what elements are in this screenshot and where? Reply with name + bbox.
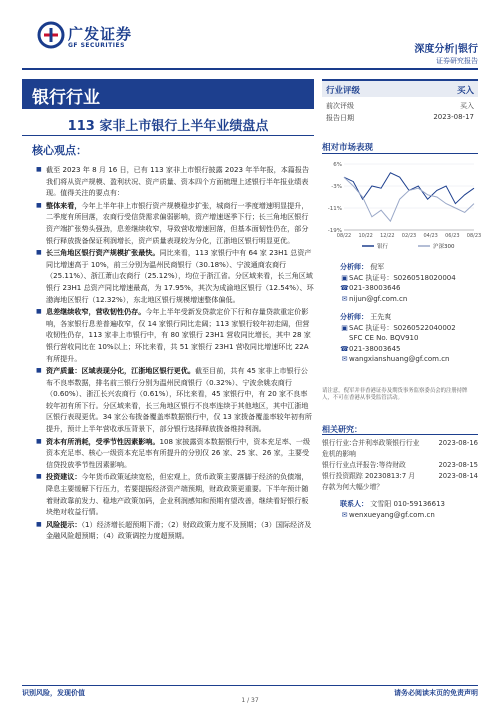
analyst-label: 分析师： [340, 313, 368, 321]
phone-icon: ☎ [340, 344, 349, 353]
y-tick-label: -3% [331, 184, 342, 190]
legend-label: 沪深300 [433, 244, 455, 250]
paragraph: ■ 投资建议：今年货币政策延续宽松，但宏观上，货币政策主要落脚于经济的负债端，降息主要缓解下行压力，若要提振经济资产端预期，财政政策更重要。下半年预计随着财政靠前发力、稳地产政策加码，企业利润感知和预期有望改善，继续看好银行板块绝对收益行情。 [36, 471, 314, 517]
page-number: 1 / 37 [241, 697, 259, 704]
paragraph: ■ 截至 2023 年 8 月 16 日，已有 113 家非上市银行披露 2023 年半年报，本篇报告我们将从资产规模、盈利状况、资产质量、资本四个方面梳理上述银行半年报业绩表现。值得关注的要点有： [36, 164, 314, 199]
logo-chinese-name: 广发证券 [68, 25, 133, 43]
paragraph: ■ 整体来看，今年上半年非上市银行资产规模稳步扩张，城商行一季度增速明显提升，二季度有所回落，农商行受信贷需求偏弱影响，资产增速逐季下行；长三角地区银行资产端扩张势头强劲，息差继续收窄，导致营收增速回落，但基本面韧性仍在，部分银行释放拨备保证利润增长，资产质量表现较为分化，江浙地区银行明显更优。 [36, 200, 314, 246]
report-body [36, 164, 314, 543]
footer-disclaimer-link[interactable]: 请务必阅读末页的免责声明 [394, 689, 478, 697]
x-tick-label: 04/23 [423, 233, 438, 239]
logo-english-name: GF SECURITIES [68, 42, 125, 49]
contact-name: 文雪阳 010-59136613 [370, 500, 445, 508]
phone-icon: ☎ [340, 284, 349, 293]
rating-value: 买入 [456, 86, 474, 96]
analyst-phone: 021-38003645 [349, 344, 401, 353]
related-item[interactable]: 银行投资跟踪 20230813:7 月 2023-08-14 [322, 472, 478, 480]
analyst-block [340, 262, 480, 304]
related-divider [322, 434, 478, 435]
y-tick-label: 6% [333, 162, 342, 168]
title-divider [22, 135, 314, 136]
related-item[interactable]: 银行行业:合并利率政策银行行业 2023-08-16 [322, 439, 478, 447]
paragraph: ■ 资产质量：区域表现分化，江浙地区银行更优。截至目前，共有 45 家非上市银行公布不良率数据，排名前三银行分别为温州民商银行（0.32%）、宁波余姚农商行（0.60%）、浙江长兴农商行（0.61%），环比来看，45 家银行中，有 20 家不良率较年初有所下行。分区域来看，长三角地区银行不良率连续于其他地区，其中江浙地区银行表现更优。34 家公布拨备覆盖率数据银行中，仅 13 家拨备覆盖率较年初有所提升，预计上半年营收承压背景下，部分银行选择释放拨备维持利润。 [36, 365, 314, 435]
legend-label: 银行 [377, 244, 389, 250]
x-tick-label: 10/22 [358, 233, 373, 239]
analyst-name: 倪军 [370, 263, 385, 271]
report-type: 深度分析|银行 [414, 44, 478, 55]
industry-rating [322, 79, 478, 97]
contact-email[interactable]: wenxueyang@gf.com.cn [349, 510, 435, 519]
certificate-icon: ▣ [341, 323, 348, 332]
certificate-icon: ▣ [341, 273, 348, 282]
report-title: 113 家非上市银行上半年业绩盘点 [67, 119, 269, 134]
analyst-cert: SAC 执证号：S0260522040002 [349, 323, 456, 332]
y-tick-label: -19% [327, 228, 342, 234]
disclaimer-note: 请注意，倪军并非香港证券及期货事务监察委员会的注册持牌人，不可在香港从事受监管活动。 [322, 388, 468, 402]
paragraph: ■ 长三角地区银行资产规模扩张最快。同比来看，113 家银行中有 64 家 23H1 总资产同比增速高于 10%，前三分别为温州民商银行（30.18%）、宁波通商农商行（25.11%）、浙江萧山农商行（25.12%），均位于浙江省。分区域来看，长三角区域银行 23H1 总资产同比增速最高，为 17.95%，其次为成渝地区银行（12.54%）、环渤海地区银行（12.32%），东北地区银行规模增速整体偏低。 [36, 247, 314, 305]
related-item[interactable]: 存款为何大幅少增？ [322, 483, 384, 491]
previous-rating-row [322, 101, 478, 111]
paragraph: ■ 风险提示：（1）经济增长超预期下滑；（2）财政政策力度不及预期；（3）国际经济及金融风险超预期；（4）政策调控力度超预期。 [36, 519, 314, 542]
contact-block [340, 499, 480, 520]
analyst-email[interactable]: nijun@gf.com.cn [349, 294, 408, 303]
header-divider [22, 68, 478, 70]
x-tick-label: 12/22 [380, 233, 395, 239]
email-icon: ✉ [341, 510, 348, 519]
paragraph: ■ 资本有所消耗，受季节性因素影响。108 家披露资本数据银行中，资本充足率、一级资本充足率、核心一级资本充足率有所提升的分别仅 26 家、25 家、26 家，主要受信贷投放季节性因素影响。 [36, 436, 314, 471]
analyst-block [340, 312, 480, 365]
report-date-row [322, 113, 478, 123]
x-tick-label: 06/23 [445, 233, 460, 239]
analyst-sfc: SFC CE No. BQV910 [349, 334, 419, 343]
previous-rating-value: 买入 [460, 102, 474, 110]
series-line [344, 177, 474, 221]
related-item[interactable]: 银行行业点评报告:等待财政 2023-08-15 [322, 461, 478, 469]
report-date-label: 报告日期 [326, 114, 354, 122]
analyst-cert: SAC 执证号：S0260518020004 [349, 273, 456, 282]
paragraph: ■ 息差继续收窄，营收韧性仍存。今年上半年受新发贷款定价下行和存量贷款重定价影响，各家银行息差普遍收窄，仅 14 家银行同比走阔；113 家银行较年初走阔，但营收韧性仍存，113 家非上市银行中，有 80 家银行 23H1 营收同比增长，其中 28 家银行营收同比在 10%以上；环比来看，共 51 家银行 23H1 营收同比增速环比 22A 有所提升。 [36, 306, 314, 364]
related-item[interactable]: 危机的影响 [322, 450, 356, 458]
email-icon: ✉ [341, 294, 348, 303]
x-tick-label: 08/23 [466, 233, 482, 239]
related-research-heading: 相关研究： [322, 425, 362, 434]
report-date-value: 2023-08-17 [433, 113, 474, 121]
y-tick-label: -11% [327, 206, 342, 212]
chart-section-divider [322, 153, 478, 154]
gf-logo-icon [38, 22, 64, 48]
report-category: 证券研究报告 [436, 57, 478, 65]
industry-banner: 银行行业 [22, 79, 314, 109]
footer-divider [22, 685, 478, 686]
previous-rating-label: 前次评级 [326, 102, 354, 110]
analyst-phone: 021-38003646 [349, 284, 401, 293]
analyst-name: 王先爽 [370, 313, 392, 321]
email-icon: ✉ [341, 355, 348, 364]
x-tick-label: 02/23 [401, 233, 417, 239]
relative-performance-chart [322, 158, 482, 258]
analyst-email[interactable]: wangxianshuang@gf.com.cn [349, 355, 450, 364]
core-views-heading: 核心观点： [32, 144, 87, 157]
x-tick-label: 08/22 [336, 233, 352, 239]
contact-label: 联系人： [340, 500, 368, 508]
company-logo [38, 20, 138, 64]
footer-slogan: 识别风险，发现价值 [22, 689, 85, 697]
rating-label: 行业评级 [326, 86, 361, 96]
analyst-label: 分析师： [340, 263, 368, 271]
chart-section-title: 相对市场表现 [322, 143, 374, 153]
